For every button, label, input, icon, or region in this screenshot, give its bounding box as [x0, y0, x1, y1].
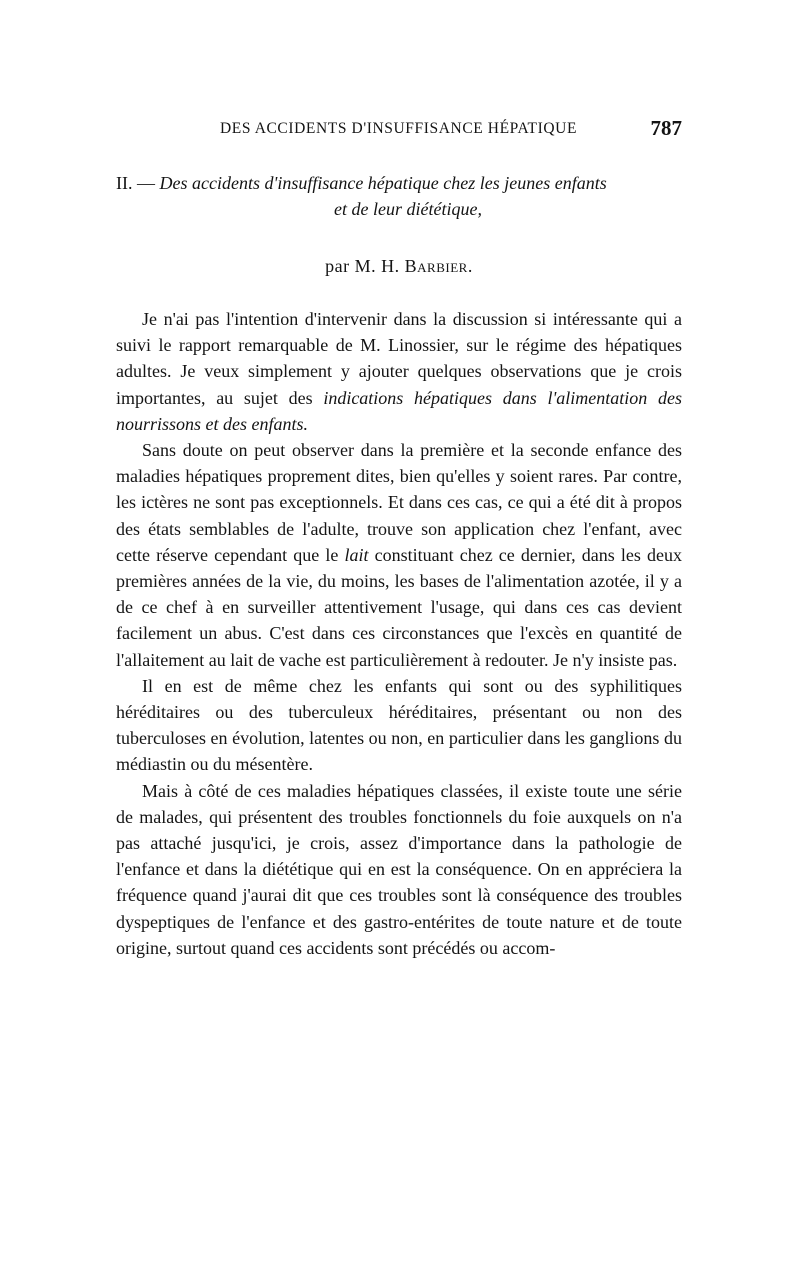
paragraph-2 [116, 437, 682, 673]
paragraph-1-text: Je n'ai pas l'intention d'intervenir dans la discussion si intéressante qui a suivi le rapport remarquable de M. Linossier, sur le régime des hépatiques adultes. Je veux simplement y ajouter quelques observations que je crois importantes, au sujet des [116, 309, 682, 408]
title-line-1 [116, 170, 682, 196]
paragraph-4: Mais à côté de ces maladies hépatiques classées, il existe toute une série de malades, qui présentent des troubles fonctionnels du foie auxquels on n'a pas attaché jusqu'ici, je crois, assez d'importance dans la pathologie de l'enfance et dans la diététique qui en est la conséquence. On en appréciera la fréquence quand j'aurai dit que ces troubles sont là conséquence des troubles dyspeptiques de l'enfance et des gastro-entérites de toute nature et de toute origine, surtout quand ces accidents sont précédés ou accom- [116, 780, 682, 958]
paragraph-1-italic: indications hépatiques dans l'alimentation des nourrissons et des enfants. [116, 387, 682, 434]
title-text: Des accidents d'insuffisance hépatique chez les jeunes enfants [159, 173, 607, 193]
article-title [116, 170, 682, 222]
paragraph-2-text-a: Sans doute on peut observer dans la première et la seconde enfance des maladies hépatiques proprement dites, bien qu'elles y soient rares. Par contre, les ictères ne sont pas exceptionnels. Et dans ces cas, ce qui a été dit à propos des états semblables de l'adulte, trouve son application chez l'enfant, avec cette réserve cependant que le [116, 440, 682, 565]
paragraph-3: Il en est de même chez les enfants qui sont ou des syphilitiques héréditaires ou des tuberculeux héréditaires, présentant ou non des tuberculoses en évolution, latentes ou non, en particulier dans les ganglions du médiastin ou du mésentère. [116, 675, 682, 775]
title-line-2: et de leur diététique, [334, 199, 482, 219]
paragraph-2-italic: lait [344, 544, 369, 565]
paragraph-1 [116, 306, 682, 437]
body-text [116, 306, 682, 961]
author-prefix: par M. H. [325, 256, 405, 276]
page-number: 787 [650, 116, 682, 140]
author-name: Barbier. [404, 256, 473, 276]
article-number: II. — [116, 173, 160, 193]
author-line [116, 256, 682, 277]
running-title: DES ACCIDENTS D'INSUFFISANCE HÉPATIQUE [220, 120, 578, 137]
paragraph-2-text-b: constituant chez ce dernier, dans les deux premières années de la vie, du moins, les bases de l'alimentation azotée, il y a de ce chef à en surveiller attentivement l'usage, qui dans ces cas devient facilement un abus. C'est dans ces circonstances que l'excès en quantité de l'allaitement au lait de vache est particulièrement à redouter. Je n'y insiste pas. [116, 544, 682, 670]
running-head [116, 116, 682, 146]
